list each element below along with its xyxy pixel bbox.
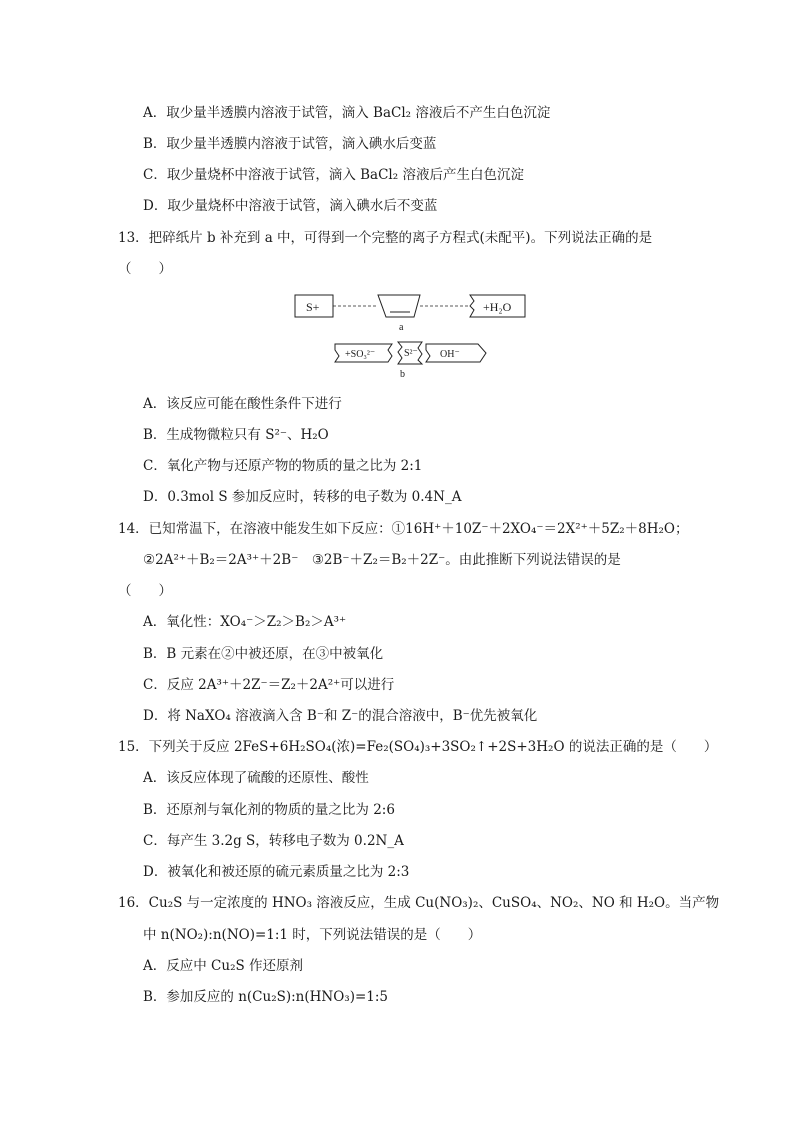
q13-paren: （ ） [118,261,172,277]
q15-option-d: D．被氧化和被还原的硫元素质量之比为 2:3 [143,864,410,880]
svg-text:+H₂O: +H₂O [483,300,512,314]
paper-scrap-diagram [290,290,530,382]
q13-option-a: A．该反应可能在酸性条件下进行 [143,396,342,412]
scrap-b-1 [335,344,392,362]
scrap-a-middle [378,295,420,317]
q14-option-d: D．将 NaXO₄ 溶液滴入含 B⁻和 Z⁻的混合溶液中，B⁻优先被氧化 [143,708,538,724]
label-b: b [400,369,405,380]
q14-option-a: A．氧化性：XO₄⁻＞Z₂＞B₂＞A³⁺ [143,614,347,630]
scrap-a-right [470,295,525,317]
q15-option-a: A．该反应体现了硫酸的还原性、酸性 [143,770,369,786]
q14-stem: 14．已知常温下，在溶液中能发生如下反应：①16H⁺＋10Z⁻＋2XO₄⁻＝2X²⁺＋5Z₂＋8H₂O； [118,521,689,537]
q12-option-d: D．取少量烧杯中溶液于试管，滴入碘水后不变蓝 [143,198,438,214]
q13-option-c: C．氧化产物与还原产物的物质的量之比为 2:1 [143,458,423,474]
svg-text:OH⁻: OH⁻ [440,349,460,360]
label-a: a [399,322,404,333]
svg-text:S²⁻: S²⁻ [404,348,418,359]
q13-option-d: D．0.3mol S 参加反应时，转移的电子数为 0.4N_A [143,489,462,505]
q15-option-b: B．还原剂与氧化剂的物质的量之比为 2:6 [143,802,395,818]
q16-stem: 16．Cu₂S 与一定浓度的 HNO₃ 溶液反应，生成 Cu(NO₃)₂、CuSO₄、NO₂、NO 和 H₂O。当产物 [118,895,720,911]
q14-option-b: B．B 元素在②中被还原，在③中被氧化 [143,646,384,662]
q13-option-b: B．生成物微粒只有 S²⁻、H₂O [143,427,329,443]
q13-stem: 13．把碎纸片 b 补充到 a 中，可得到一个完整的离子方程式(未配平)。下列说法正确的是 [118,230,653,246]
q15-stem: 15．下列关于反应 2FeS+6H₂SO₄(浓)=Fe₂(SO₄)₃+3SO₂↑+2S+3H₂O 的说法正确的是（ ） [118,739,718,755]
q15-option-c: C．每产生 3.2g S，转移电子数为 0.2N_A [143,833,404,849]
q16-option-a: A．反应中 Cu₂S 作还原剂 [143,958,304,974]
q14-stem-cont: ②2A²⁺＋B₂＝2A³⁺＋2B⁻ ③2B⁻＋Z₂＝B₂＋2Z⁻。由此推断下列说法错误的是 [143,552,621,568]
q12-option-a: A．取少量半透膜内溶液于试管，滴入 BaCl₂ 溶液后不产生白色沉淀 [143,105,551,121]
scrap-b-3 [426,344,486,362]
q12-option-b: B．取少量半透膜内溶液于试管，滴入碘水后变蓝 [143,136,437,152]
q16-stem-cont: 中 n(NO₂):n(NO)=1:1 时，下列说法错误的是（ ） [143,927,482,943]
scrap-a-left [295,295,333,317]
svg-text:S+: S+ [306,300,320,314]
svg-text:+SO₃²⁻: +SO₃²⁻ [345,349,376,360]
scrap-b-2 [398,342,422,364]
q16-option-b: B．参加反应的 n(Cu₂S):n(HNO₃)=1:5 [143,989,389,1005]
q14-option-c: C．反应 2A³⁺＋2Z⁻＝Z₂＋2A²⁺可以进行 [143,677,395,693]
q14-paren: （ ） [118,583,172,599]
q12-option-c: C．取少量烧杯中溶液于试管，滴入 BaCl₂ 溶液后产生白色沉淀 [143,167,524,183]
